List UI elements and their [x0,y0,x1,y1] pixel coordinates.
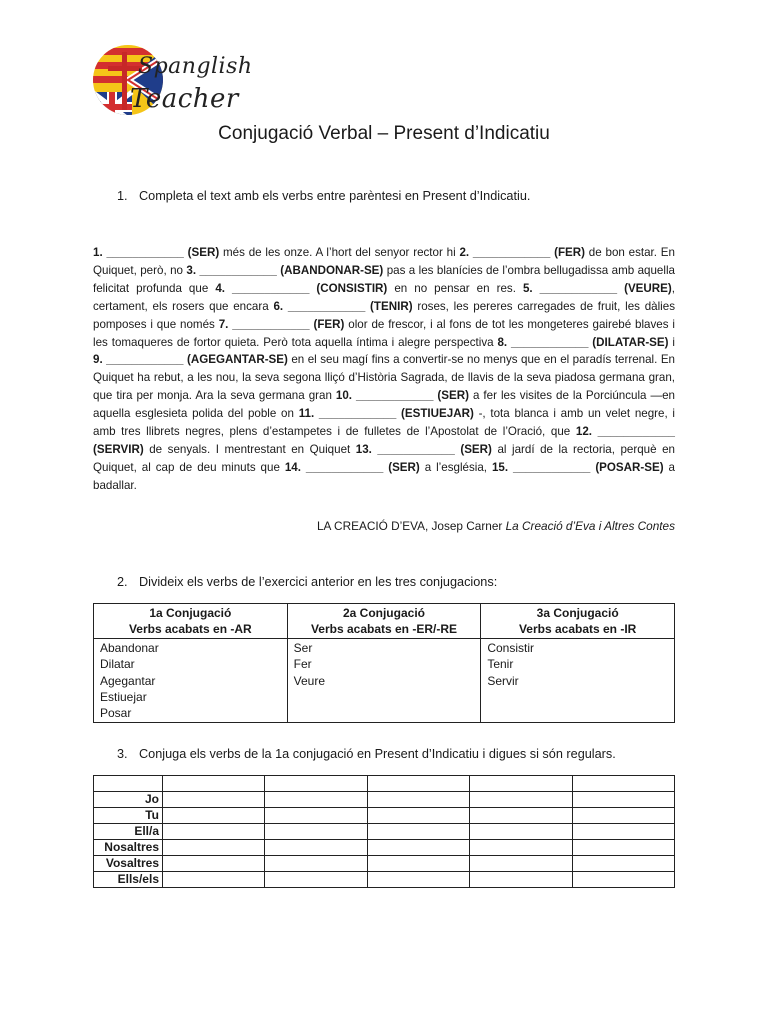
conjugation-table [93,603,675,723]
verbs-3a-conjugacio[interactable] [481,639,675,723]
answer-cell[interactable] [572,824,674,840]
answer-cell[interactable] [367,808,469,824]
exercise-1-instruction [117,189,530,203]
verbs-1a-conjugacio[interactable] [94,639,288,723]
verb-item: Tenir [487,657,514,672]
exercise-number: 1. [117,189,128,203]
answer-cell[interactable] [163,840,265,856]
exercise-text: Divideix els verbs de l’exercici anterior en les tres conjugacions: [139,575,498,589]
page-title: Conjugació Verbal – Present d’Indicatiu [218,123,550,144]
blank-with-verb[interactable]: 7. ____________ (FER) [218,317,345,331]
blank-with-verb[interactable]: 10. ____________ (SER) [335,389,469,403]
answer-cell[interactable] [367,792,469,808]
exercise-number: 3. [117,747,128,761]
answer-cell[interactable] [163,824,265,840]
blank-with-verb[interactable]: 8. ____________ (DILATAR-SE) [497,335,669,349]
logo-text-spanglish: Spanglish [138,54,253,79]
answer-cell[interactable] [367,840,469,856]
answer-cell[interactable] [572,808,674,824]
passage-segment: olor de frescor, i al fons de tot les mongeteres gairebé blaves i les tomaqueres de fortor quieta. Però tota aquella íntima i alegre perspectiva [93,317,675,349]
logo-text-teacher: Teacher [130,84,239,114]
blank-with-verb[interactable]: 15. ____________ (POSAR-SE) [491,460,664,474]
answer-cell[interactable] [265,840,367,856]
exercise-2-instruction [117,575,497,589]
table-row [94,808,675,824]
verb-item: Dilatar [100,657,135,672]
person-label: Nosaltres [94,840,163,856]
table-row [94,824,675,840]
verb-item: Agegantar [100,673,156,688]
passage-segment: a l’església, [419,460,492,474]
header-1a-conjugacio: 1a Conjugació Verbs acabats en -AR [94,604,288,639]
person-label: Ell/a [94,824,163,840]
blank-with-verb[interactable]: 5. ____________ (VEURE) [522,281,672,295]
verb-item: Consistir [487,641,534,655]
verb-item: Estiuejar [100,689,147,704]
blank-with-verb[interactable]: 13. ____________ (SER) [355,442,492,456]
conjugation-practice-table [93,775,675,888]
answer-cell[interactable] [265,872,367,888]
answer-cell[interactable] [265,856,367,872]
passage-text [93,244,675,495]
blank-with-verb[interactable]: 9. ____________ (AGEGANTAR-SE) [93,353,288,367]
verbs-2a-conjugacio[interactable] [287,639,481,723]
answer-cell[interactable] [572,872,674,888]
header-3a-conjugacio: 3a Conjugació Verbs acabats en -IR [481,604,675,639]
corner-cell [94,776,163,792]
exercise-number: 2. [117,575,128,589]
verb-item: Posar [100,706,132,721]
blank-with-verb[interactable]: 11. ____________ (ESTIUEJAR) [298,407,474,421]
verb-header-cell[interactable] [572,776,674,792]
answer-cell[interactable] [572,856,674,872]
exercise-3-instruction [117,747,616,761]
table-row [94,856,675,872]
answer-cell[interactable] [572,840,674,856]
verb-header-cell[interactable] [265,776,367,792]
answer-cell[interactable] [367,824,469,840]
passage-segment: al jardí de la rectoria, perquè en Quiquet, al cap de deu minuts que [93,442,676,474]
person-label: Jo [94,792,163,808]
passage-segment: més de les onze. A l’hort del senyor rector hi [219,246,460,259]
passage-segment: i [668,335,675,349]
passage-segment: -, tota blanca i amb un velet negre, i amb tres llibrets negres, plens d’estampetes i de fulletes de l’Apostolat de l’Oració, que [93,407,675,439]
header-2a-conjugacio: 2a Conjugació Verbs acabats en -ER/-RE [287,604,481,639]
verb-item: Fer [293,657,312,672]
answer-cell[interactable] [163,872,265,888]
person-label: Vosaltres [94,856,163,872]
answer-cell[interactable] [265,824,367,840]
citation [93,519,675,533]
passage-segment: roses, les pereres carregades de fruit, les dàlies pomposes i que només [93,299,676,331]
answer-cell[interactable] [470,824,572,840]
person-label: Tu [94,808,163,824]
citation-book: La Creació d’Eva i Altres Contes [505,519,675,533]
person-label: Ells/els [94,872,163,888]
answer-cell[interactable] [572,792,674,808]
answer-cell[interactable] [163,808,265,824]
passage-segment: de bon estar. En Quiquet, però, no [93,246,675,277]
passage-segment: , certament, els rosers que encara [93,281,675,313]
table-header-row [94,776,675,792]
exercise-text: Completa el text amb els verbs entre parèntesi en Present d’Indicatiu. [139,189,531,203]
blank-with-verb[interactable]: 2. ____________ (FER) [459,246,586,259]
blank-with-verb[interactable]: 3. ____________ (ABANDONAR-SE) [186,263,384,277]
answer-cell[interactable] [163,856,265,872]
passage-segment: pas a les blanícies de l’ombra bellugadissa amb aquella felicitat profunda que [93,263,675,295]
verb-item: Servir [487,673,519,688]
answer-cell[interactable] [367,856,469,872]
answer-cell[interactable] [265,792,367,808]
exercise-text: Conjuga els verbs de la 1a conjugació en Present d’Indicatiu i digues si són regulars. [139,747,616,761]
answer-cell[interactable] [470,792,572,808]
answer-cell[interactable] [470,840,572,856]
table-row [94,840,675,856]
verb-header-cell[interactable] [470,776,572,792]
citation-author: LA CREACIÓ D’EVA, Josep Carner [317,519,506,533]
verb-item: Abandonar [100,641,159,655]
passage-segment: a badallar. [93,460,675,492]
blank-with-verb[interactable]: 6. ____________ (TENIR) [273,299,413,313]
answer-cell[interactable] [367,872,469,888]
table-row [94,872,675,888]
answer-cell[interactable] [470,808,572,824]
answer-cell[interactable] [265,808,367,824]
passage-segment: en no pensar en res. [387,281,523,295]
cross-icon [122,52,127,110]
table-row [94,792,675,808]
verb-header-cell[interactable] [163,776,265,792]
verb-item: Veure [293,673,326,688]
verb-header-cell[interactable] [367,776,469,792]
passage-segment: de senyals. I mentrestant en Quiquet [143,442,356,456]
passage-segment: en el seu magí fins a convertir-se no menys que en el paradís terrenal. En Quiquet ha rebut, a les nou, la seva segona lliçó d’Història Sagrada, de llavis de la seva piadosa germana gran, que tira per monja. Ara la seva germana gran [93,353,676,403]
passage-segment: a fer les visites de la Porciúncula —en aquella esglesieta polida del poble on [93,389,675,421]
verb-item: Ser [293,641,313,655]
answer-cell[interactable] [470,872,572,888]
answer-cell[interactable] [163,792,265,808]
blank-with-verb[interactable]: 12. ____________ (SERVIR) [93,425,675,456]
blank-with-verb[interactable]: 4. ____________ (CONSISTIR) [215,281,388,295]
answer-cell[interactable] [470,856,572,872]
blank-with-verb[interactable]: 14. ____________ (SER) [284,460,420,474]
blank-with-verb[interactable]: 1. ____________ (SER) [93,246,220,259]
